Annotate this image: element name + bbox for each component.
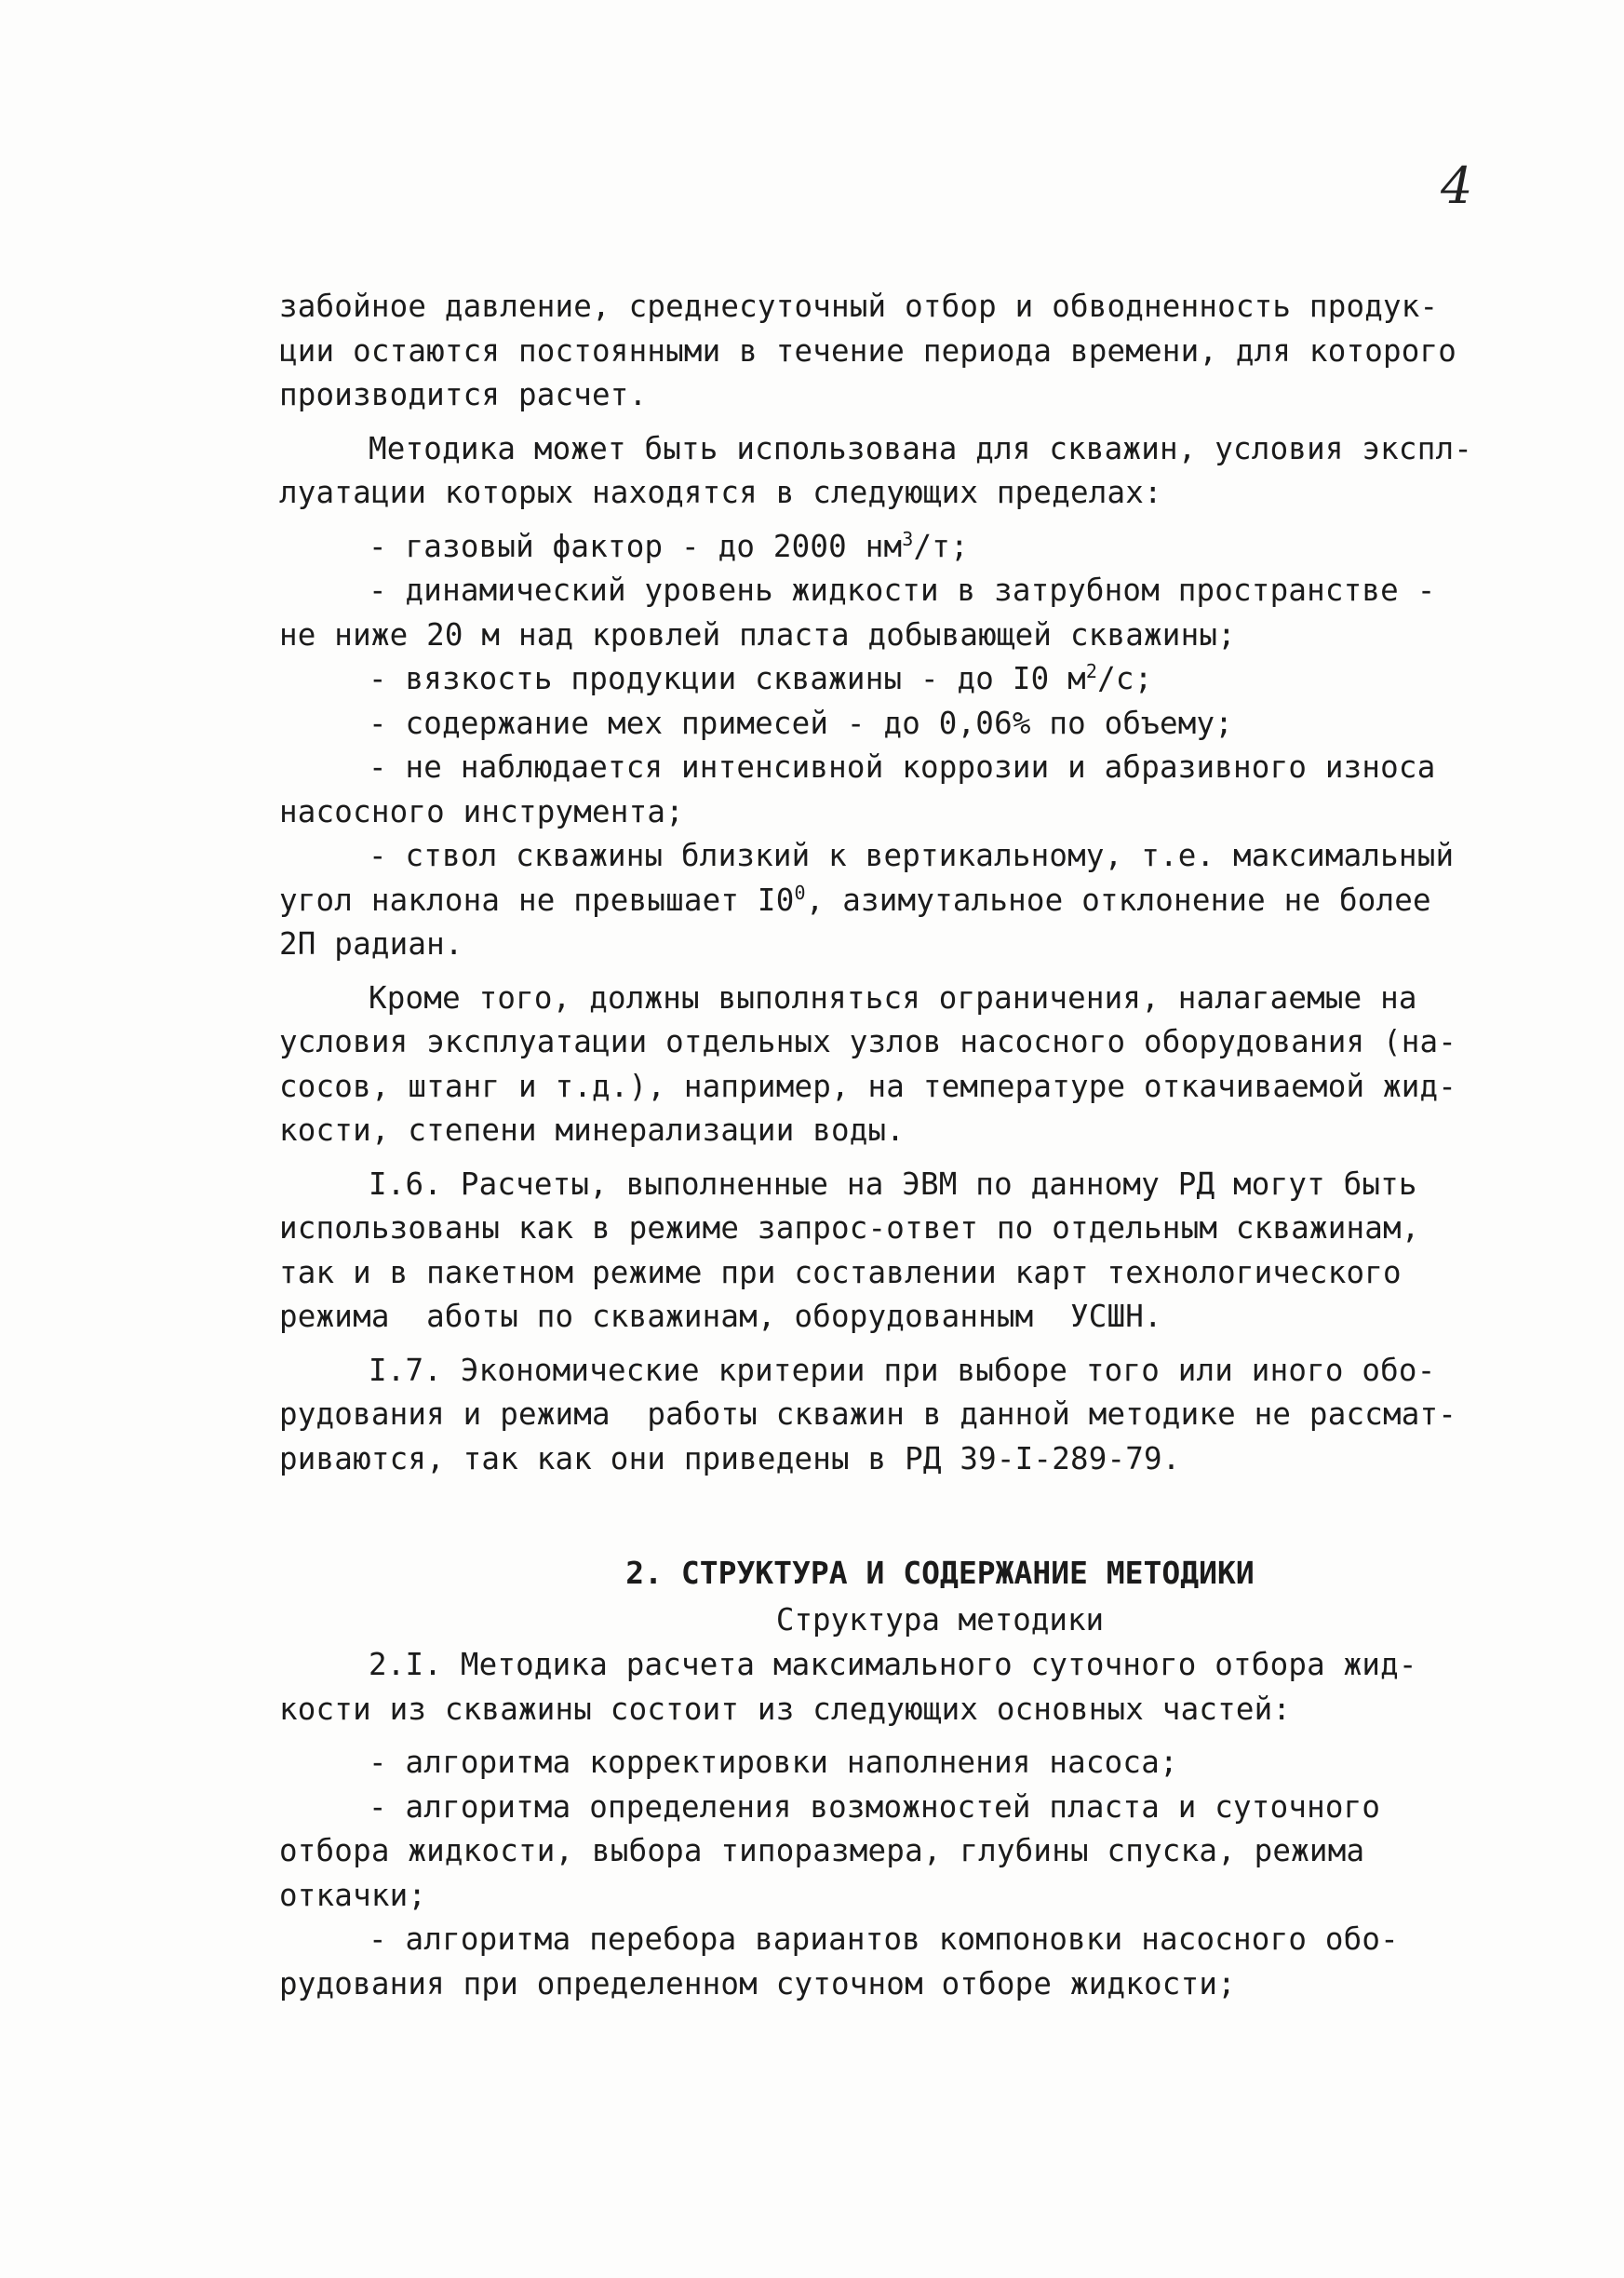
- page-number: 4: [1441, 156, 1473, 215]
- list-item: - динамический уровень жидкости в затрубном пространстве -: [369, 573, 1436, 608]
- list-item-continuation: рудования при определенном суточном отборе жидкости;: [279, 1965, 1236, 2002]
- list-item-text: /с;: [1097, 661, 1153, 696]
- paragraph-line: так и в пакетном режиме при составлении карт технологического: [279, 1254, 1402, 1290]
- paragraph-line: луатации которых находятся в следующих пределах:: [279, 475, 1162, 510]
- paragraph-line: использованы как в режиме запрос-ответ по отдельным скважинам,: [279, 1210, 1420, 1246]
- paragraph-line: условия эксплуатации отдельных узлов насосного оборудования (на-: [279, 1024, 1457, 1059]
- list-item-continuation: 2П радиан.: [279, 926, 463, 962]
- section-subheading: Структура методики: [775, 1602, 1105, 1638]
- list-item-text: - вязкость продукции скважины - до I0 м: [369, 661, 1086, 696]
- list-item: [279, 525, 1461, 570]
- superscript: 2: [1085, 660, 1098, 683]
- list-item: - не наблюдается интенсивной коррозии и абразивного износа: [369, 749, 1436, 785]
- paragraph-line: кости, степени минерализации воды.: [279, 1112, 906, 1148]
- paragraph-line: рудования и режима работы скважин в данной методике не рассмат-: [279, 1396, 1457, 1432]
- list-item: - алгоритма корректировки наполнения насоса;: [369, 1745, 1178, 1780]
- paragraph-line: режима аботы по скважинам, оборудованным УСШН.: [279, 1299, 1162, 1334]
- document-body: [279, 285, 1472, 2006]
- list-item: - алгоритма перебора вариантов компоновки насосного обо-: [369, 1921, 1399, 1957]
- list-item: - алгоритма определения возможностей пласта и суточного: [369, 1788, 1381, 1825]
- paragraph-line: забойное давление, среднесуточный отбор и обводненность продук-: [279, 289, 1439, 324]
- section-heading: 2. СТРУКТУРА И СОДЕРЖАНИЕ МЕТОДИКИ: [625, 1555, 1255, 1591]
- paragraph-line: риваются, так как они приведены в РД 39-I-289-79.: [279, 1440, 1181, 1476]
- list-item-text: /т;: [913, 528, 969, 564]
- paragraph-line: сосов, штанг и т.д.), например, на температуре откачиваемой жид-: [279, 1068, 1457, 1104]
- list-item-text: , азимутальное отклонение не более: [805, 882, 1431, 918]
- paragraph-line: 2.I. Методика расчета максимального суточного отбора жид-: [369, 1647, 1417, 1682]
- list-item: - ствол скважины близкий к вертикальному, т.е. максимальный: [369, 838, 1455, 873]
- paragraph-line: ции остаются постоянными в течение периода времени, для которого: [279, 332, 1457, 369]
- paragraph-line: Кроме того, должны выполняться ограничения, налагаемые на: [369, 979, 1417, 1016]
- paragraph-line: Методика может быть использована для скважин, условия экспл-: [369, 430, 1472, 466]
- superscript: 3: [902, 527, 914, 550]
- list-item: [279, 657, 1461, 702]
- list-item-continuation: [279, 879, 1461, 923]
- list-item-continuation: отбора жидкости, выбора типоразмера, глубины спуска, режима: [279, 1833, 1365, 1868]
- list-item: - содержание мех примесей - до 0,06% по объему;: [369, 705, 1234, 741]
- paragraph-line: I.6. Расчеты, выполненные на ЭВМ по данному РД могут быть: [369, 1166, 1417, 1202]
- paragraph-line: I.7. Экономические критерии при выборе того или иного обо-: [369, 1352, 1436, 1388]
- list-item-text: угол наклона не превышает I0: [279, 882, 795, 918]
- list-item-continuation: откачки;: [279, 1877, 427, 1913]
- paragraph-line: производится расчет.: [279, 377, 648, 412]
- superscript: 0: [794, 881, 806, 904]
- list-item-continuation: не ниже 20 м над кровлей пласта добывающей скважины;: [279, 616, 1236, 653]
- list-item-continuation: насосного инструмента;: [279, 793, 684, 829]
- paragraph-line: кости из скважины состоит из следующих основных частей:: [279, 1691, 1292, 1727]
- list-item-text: - газовый фактор - до 2000 нм: [369, 528, 903, 564]
